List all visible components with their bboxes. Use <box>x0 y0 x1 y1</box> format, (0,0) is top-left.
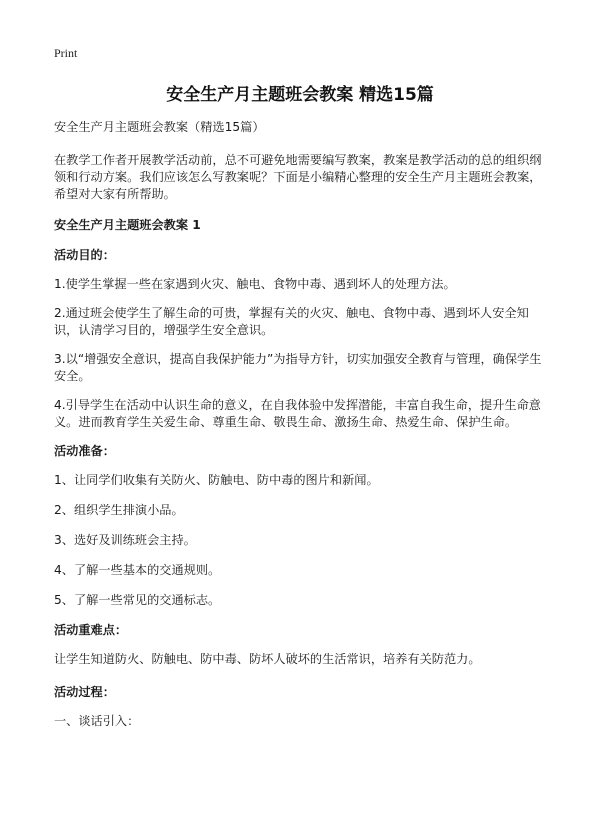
objectives-heading: 活动目的： <box>54 248 115 262</box>
preparation-item: 2、组织学生排演小品。 <box>54 503 184 517</box>
intro-paragraph: 在教学工作者开展教学活动前，总不可避免地需要编写教案，教案是教学活动的总的组织纲领和行动方案。我们应该怎么写教案呢？下面是小编精心整理的安全生产月主题班会教案，希望对大家有所帮助。 <box>54 153 542 201</box>
preparation-list <box>54 472 550 609</box>
key-points-heading: 活动重难点： <box>54 623 128 637</box>
key-points-text: 让学生知道防火、防触电、防中毒、防坏人破坏的生活常识，培养有关防范力。 <box>54 652 481 666</box>
document-subtitle: 安全生产月主题班会教案（精选15篇） <box>54 120 265 134</box>
page-title: 安全生产月主题班会教案 精选15篇 <box>166 85 434 105</box>
print-link[interactable]: Print <box>54 46 78 60</box>
preparation-item: 5、了解一些常见的交通标志。 <box>54 593 221 607</box>
preparation-item: 3、选好及训练班会主持。 <box>54 533 196 547</box>
process-list <box>54 713 550 730</box>
preparation-heading: 活动准备： <box>54 444 115 458</box>
objective-item: 1.使学生掌握一些在家遇到火灾、触电、食物中毒、遇到坏人的处理方法。 <box>54 277 456 291</box>
process-heading: 活动过程： <box>54 685 115 699</box>
document-body <box>54 119 550 742</box>
objective-item: 4.引导学生在活动中认识生命的意义，在自我体验中发挥潜能，丰富自我生命，提升生命意义。进而教育学生关爱生命、尊重生命、敬畏生命、激扬生命、热爱生命、保护生命。 <box>54 398 541 429</box>
objectives-list <box>54 276 550 431</box>
preparation-item: 4、了解一些基本的交通规则。 <box>54 563 221 577</box>
preparation-item: 1、让同学们收集有关防火、防触电、防中毒的图片和新闻。 <box>54 473 379 487</box>
objective-item: 3.以“增强安全意识，提高自我保护能力”为指导方针，切实加强安全教育与管理，确保学生安全。 <box>54 352 542 383</box>
process-item: 一、谈话引入： <box>54 714 140 728</box>
section-title: 安全生产月主题班会教案 1 <box>54 218 201 232</box>
objective-item: 2.通过班会使学生了解生命的可贵，掌握有关的火灾、触电、食物中毒、遇到坏人安全知识，认清学习目的，增强学生安全意识。 <box>54 306 529 337</box>
